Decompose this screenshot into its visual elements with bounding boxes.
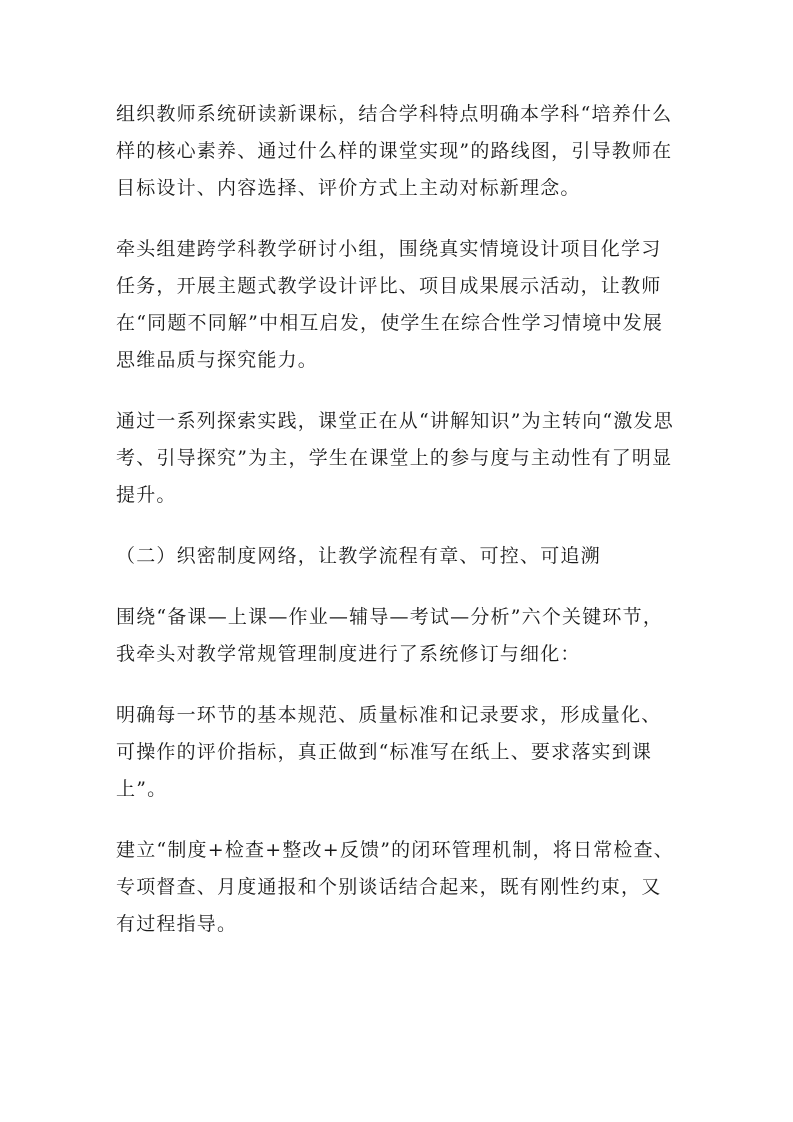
paragraph-curriculum-study: 组织教师系统研读新课标，结合学科特点明确本学科“培养什么样的核心素养、通过什么样的课堂实现”的路线图，引导教师在目标设计、内容选择、评价方式上主动对标新理念。 xyxy=(116,103,673,199)
paragraph-classroom-shift: 通过一系列探索实践，课堂正在从“讲解知识”为主转向“激发思考、引导探究”为主，学生在课堂上的参与度与主动性有了明显提升。 xyxy=(116,410,674,506)
paragraph-key-links: 围绕“备课—上课—作业—辅导—考试—分析”六个关键环节，我牵头对教学常规管理制度进行了系统修订与细化： xyxy=(116,606,664,665)
paragraph-closed-loop: 建立“制度+检查+整改+反馈”的闭环管理机制，将日常检查、专项督查、月度通报和个别谈话结合起来，既有刚性约束，又有过程指导。 xyxy=(116,839,674,935)
paragraph-interdisciplinary-group: 牵头组建跨学科教学研讨小组，围绕真实情境设计项目化学习任务，开展主题式教学设计评比、项目成果展示活动，让教师在“同题不同解”中相互启发，使学生在综合性学习情境中发展思维品质与探究能力。 xyxy=(116,238,664,371)
paragraph-standards: 明确每一环节的基本规范、质量标准和记录要求，形成量化、可操作的评价指标，真正做到“标准写在纸上、要求落实到课上”。 xyxy=(116,704,662,800)
section-heading: （二）织密制度网络，让教学流程有章、可控、可追溯 xyxy=(116,545,601,567)
